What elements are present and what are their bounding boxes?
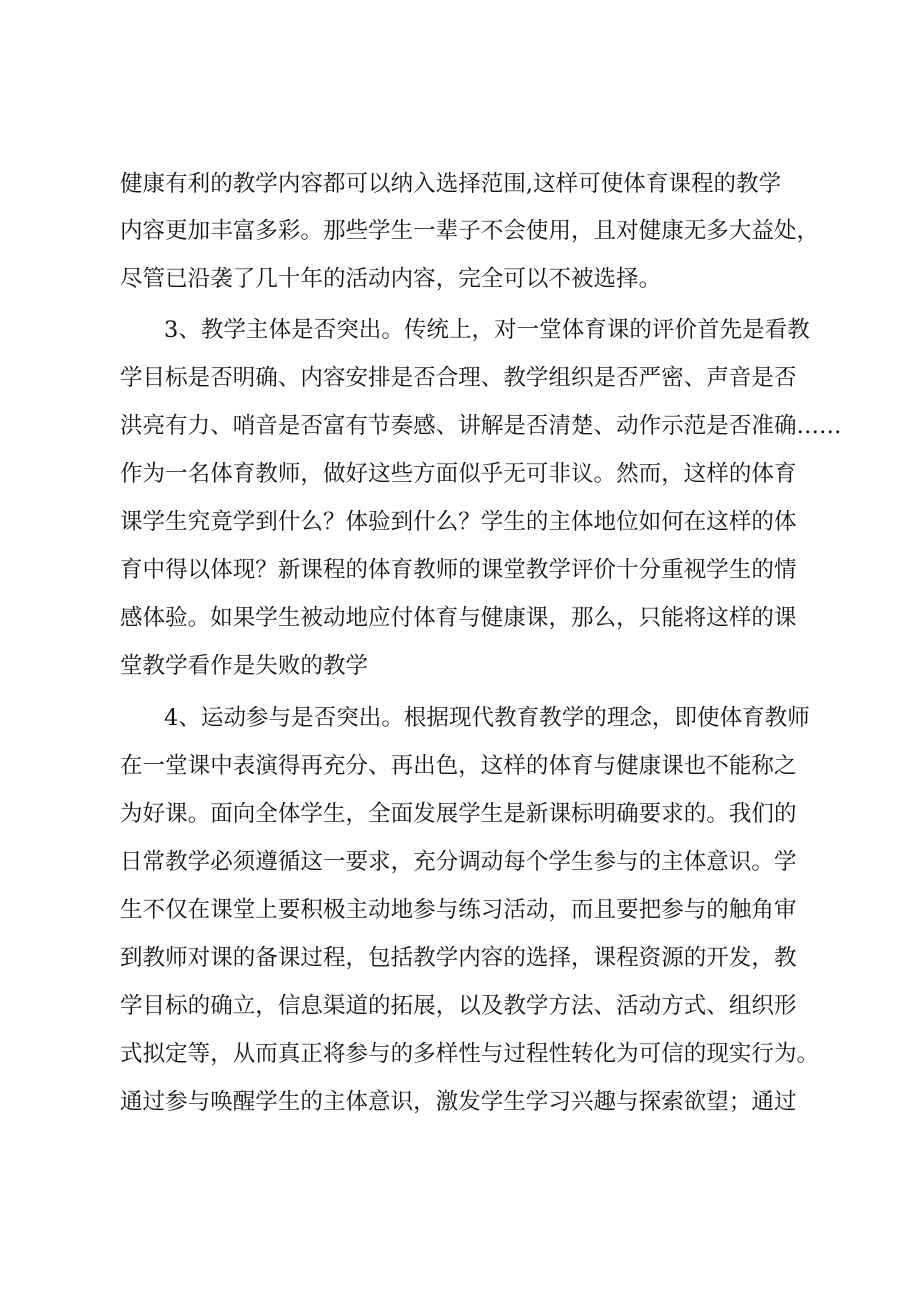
- text-line-3: 尽管已沿袭了几十年的活动内容，完全可以不被选择。: [120, 266, 662, 292]
- text-line-17: 到教师对课的备课过程，包括教学内容的选择，课程资源的开发，教: [120, 945, 797, 971]
- text-line-19: 式拟定等，从而真正将参与的多样性与过程性转化为可信的现实行为。: [120, 1041, 820, 1067]
- text-line-18: 学目标的确立，信息渠道的拓展，以及教学方法、活动方式、组织形: [120, 993, 797, 1019]
- text-line-14: 为好课。面向全体学生，全面发展学生是新课标明确要求的。我们的: [120, 801, 797, 827]
- text-line-1: 健康有利的教学内容都可以纳入选择范围,这样可使体育课程的教学: [120, 171, 782, 197]
- text-line-4: 3、教学主体是否突出。传统上，对一堂体育课的评价首先是看教: [164, 317, 810, 343]
- text-line-15: 日常教学必须遵循这一要求，充分调动每个学生参与的主体意识。学: [120, 849, 797, 875]
- text-line-13: 在一堂课中表演得再充分、再出色，这样的体育与健康课也不能称之: [120, 753, 797, 779]
- text-line-16: 生不仅在课堂上要积极主动地参与练习活动，而且要把参与的触角审: [120, 897, 797, 923]
- text-line-20: 通过参与唤醒学生的主体意识，激发学生学习兴趣与探索欲望；通过: [120, 1089, 797, 1115]
- text-line-2: 内容更加丰富多彩。那些学生一辈子不会使用，且对健康无多大益处，: [120, 218, 820, 244]
- text-line-9: 育中得以体现？新课程的体育教师的课堂教学评价十分重视学生的情: [120, 557, 797, 583]
- text-line-12: 4、运动参与是否突出。根据现代教育教学的理念，即使体育教师: [164, 705, 810, 731]
- text-line-5: 学目标是否明确、内容安排是否合理、教学组织是否严密、声音是否: [120, 365, 797, 391]
- text-line-11: 堂教学看作是失败的教学: [120, 653, 369, 679]
- text-line-6: 洪亮有力、哨音是否富有节奏感、讲解是否清楚、动作示范是否准确……: [120, 413, 842, 439]
- text-line-10: 感体验。如果学生被动地应付体育与健康课，那么，只能将这样的课: [120, 605, 797, 631]
- text-line-7: 作为一名体育教师，做好这些方面似乎无可非议。然而，这样的体育: [120, 461, 797, 487]
- text-line-8: 课学生究竟学到什么？体验到什么？学生的主体地位如何在这样的体: [120, 509, 797, 535]
